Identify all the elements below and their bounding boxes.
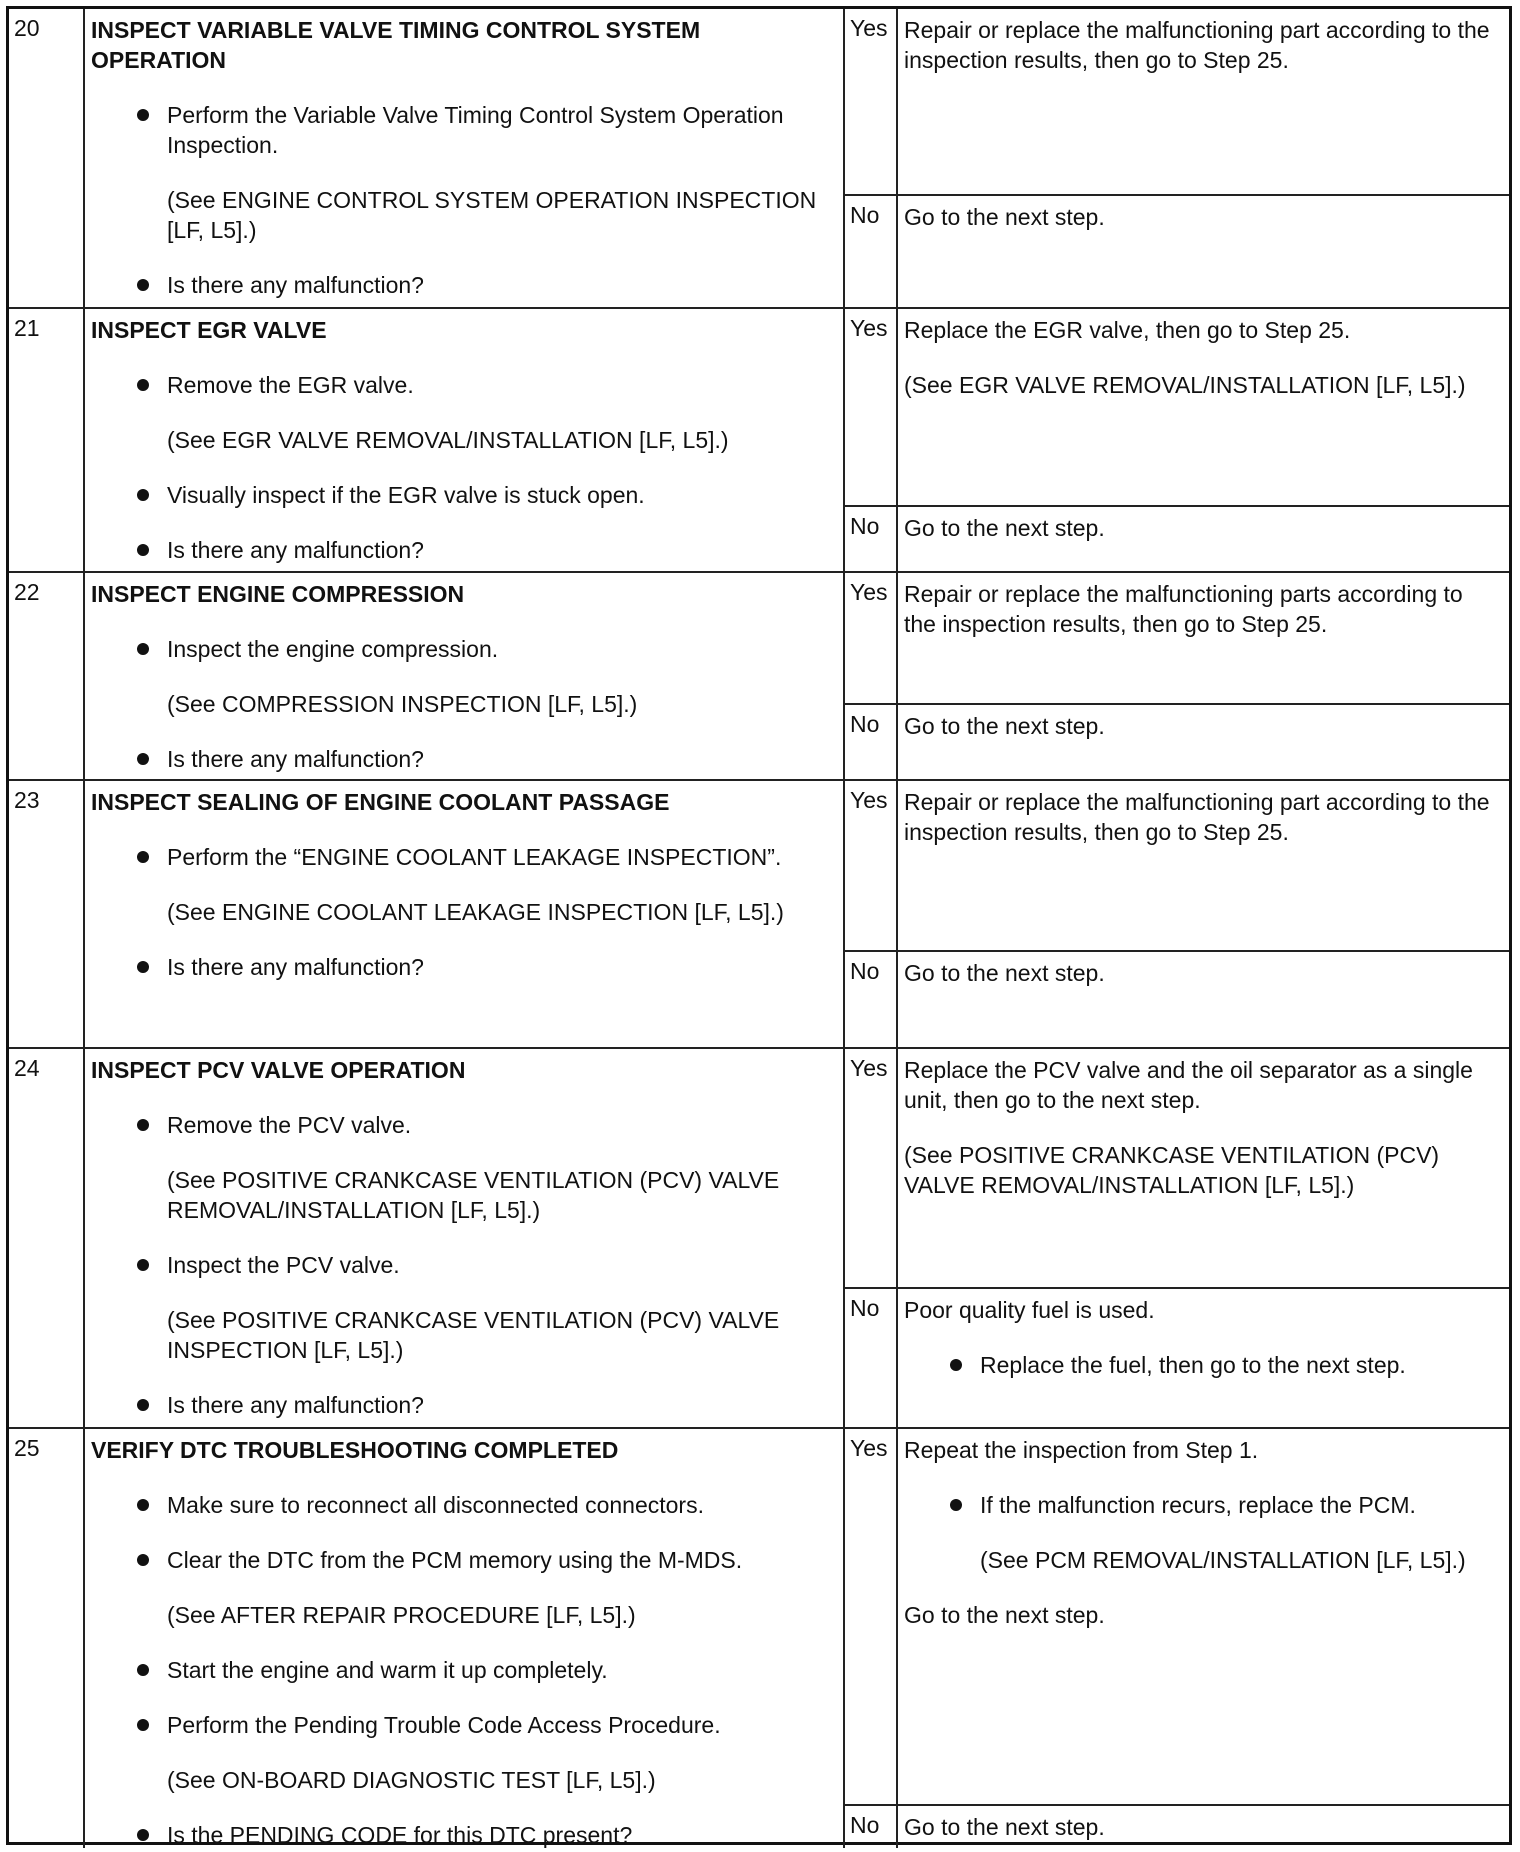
result-paragraph: Repair or replace the malfunctioning part according to the inspection results, then go to Step 25. [904,789,1490,845]
reference-note: (See POSITIVE CRANKCASE VENTILATION (PCV) VALVE REMOVAL/INSTALLATION [LF, L5].) [167,1167,780,1223]
bullet-item: Inspect the engine compression. [91,634,833,664]
bullet-item: Remove the EGR valve. [91,370,833,400]
step-row [9,9,1509,307]
bullet-item: Is there any malfunction? [91,952,833,982]
bullet-item: Is the PENDING CODE for this DTC present? [91,1820,833,1850]
step-title: INSPECT ENGINE COMPRESSION [91,581,465,607]
bullet-item: Visually inspect if the EGR valve is stuck open. [91,480,833,510]
step-title: INSPECT PCV VALVE OPERATION [91,1057,466,1083]
bullet-item: Is there any malfunction? [91,270,833,300]
step-title: INSPECT EGR VALVE [91,317,327,343]
result-paragraph: Repeat the inspection from Step 1. [904,1437,1259,1463]
action-cell [85,781,845,1047]
step-number: 22 [9,573,85,779]
no-text [898,952,1509,1047]
bullet-item: Clear the DTC from the PCM memory using the M-MDS. [91,1545,833,1575]
bullet-item: Make sure to reconnect all disconnected connectors. [91,1490,833,1520]
no-label: No [845,196,898,307]
reference-note: (See PCM REMOVAL/INSTALLATION [LF, L5].) [980,1547,1466,1573]
no-label: No [845,1806,898,1848]
reference-note: (See COMPRESSION INSPECTION [LF, L5].) [167,691,638,717]
result-paragraph: Go to the next step. [904,713,1105,739]
step-row [9,571,1509,779]
yes-label: Yes [845,1049,898,1287]
bullet-item: Inspect the PCV valve. [91,1250,833,1280]
result-paragraph: Poor quality fuel is used. [904,1297,1155,1323]
yes-result [845,9,1509,194]
no-result [845,194,1509,307]
step-row [9,779,1509,1047]
result-paragraph: Go to the next step. [904,515,1105,541]
bullet-item: Perform the “ENGINE COOLANT LEAKAGE INSPECTION”. [91,842,833,872]
no-label: No [845,952,898,1047]
yes-label: Yes [845,309,898,505]
yes-result [845,309,1509,505]
result-paragraph: (See EGR VALVE REMOVAL/INSTALLATION [LF, L5].) [904,372,1466,398]
yes-text [898,9,1509,194]
result-column [845,573,1509,779]
no-text [898,1806,1509,1848]
step-title: VERIFY DTC TROUBLESHOOTING COMPLETED [91,1437,619,1463]
bullet-item: Is there any malfunction? [91,535,833,565]
result-paragraph: Go to the next step. [904,1814,1105,1840]
step-number: 20 [9,9,85,307]
action-cell [85,1429,845,1848]
yes-result [845,1049,1509,1287]
result-paragraph: Replace the EGR valve, then go to Step 25. [904,317,1351,343]
result-column [845,781,1509,1047]
action-cell [85,573,845,779]
reference-note: (See POSITIVE CRANKCASE VENTILATION (PCV) VALVE INSPECTION [LF, L5].) [167,1307,780,1363]
step-number: 24 [9,1049,85,1427]
no-result [845,703,1509,779]
yes-text [898,309,1509,505]
reference-note: (See ENGINE COOLANT LEAKAGE INSPECTION [LF, L5].) [167,899,784,925]
step-number: 21 [9,309,85,571]
result-column [845,309,1509,571]
step-number: 25 [9,1429,85,1848]
yes-label: Yes [845,9,898,194]
reference-note: (See ON-BOARD DIAGNOSTIC TEST [LF, L5].) [167,1767,656,1793]
yes-label: Yes [845,1429,898,1804]
step-row [9,307,1509,571]
no-result [845,950,1509,1047]
bullet-item: Replace the fuel, then go to the next step. [904,1350,1501,1380]
result-paragraph: Replace the PCV valve and the oil separator as a single unit, then go to the next step. [904,1057,1473,1113]
no-result [845,505,1509,571]
bullet-item: If the malfunction recurs, replace the PCM. [904,1490,1501,1520]
yes-text [898,573,1509,703]
no-text [898,1289,1509,1427]
result-paragraph: Go to the next step. [904,1602,1105,1628]
no-label: No [845,1289,898,1427]
no-text [898,196,1509,307]
no-text [898,705,1509,779]
result-paragraph: (See POSITIVE CRANKCASE VENTILATION (PCV) VALVE REMOVAL/INSTALLATION [LF, L5].) [904,1142,1440,1198]
yes-label: Yes [845,573,898,703]
reference-note: (See ENGINE CONTROL SYSTEM OPERATION INSPECTION [LF, L5].) [167,187,817,243]
bullet-item: Remove the PCV valve. [91,1110,833,1140]
yes-result [845,781,1509,950]
bullet-item: Perform the Pending Trouble Code Access Procedure. [91,1710,833,1740]
result-paragraph: Repair or replace the malfunctioning part according to the inspection results, then go to Step 25. [904,17,1490,73]
bullet-item: Perform the Variable Valve Timing Control System Operation Inspection. [91,100,833,160]
no-label: No [845,507,898,571]
no-text [898,507,1509,571]
troubleshooting-table [6,6,1512,1848]
bullet-item: Is there any malfunction? [91,1390,833,1420]
reference-note: (See EGR VALVE REMOVAL/INSTALLATION [LF, L5].) [167,427,729,453]
result-column [845,1429,1509,1848]
step-row [9,1047,1509,1427]
yes-text [898,781,1509,950]
yes-text [898,1429,1509,1804]
step-row [9,1427,1509,1848]
result-paragraph: Repair or replace the malfunctioning parts according to the inspection results, then go to Step 25. [904,581,1463,637]
result-paragraph: Go to the next step. [904,960,1105,986]
reference-note: (See AFTER REPAIR PROCEDURE [LF, L5].) [167,1602,636,1628]
bullet-item: Is there any malfunction? [91,744,833,774]
no-result [845,1804,1509,1848]
yes-text [898,1049,1509,1287]
no-label: No [845,705,898,779]
action-cell [85,309,845,571]
step-number: 23 [9,781,85,1047]
result-paragraph: Go to the next step. [904,204,1105,230]
action-cell [85,9,845,307]
result-column [845,9,1509,307]
yes-result [845,1429,1509,1804]
bullet-item: Start the engine and warm it up completely. [91,1655,833,1685]
yes-result [845,573,1509,703]
step-title: INSPECT VARIABLE VALVE TIMING CONTROL SYSTEM OPERATION [91,17,701,73]
action-cell [85,1049,845,1427]
no-result [845,1287,1509,1427]
result-column [845,1049,1509,1427]
step-title: INSPECT SEALING OF ENGINE COOLANT PASSAGE [91,789,670,815]
yes-label: Yes [845,781,898,950]
